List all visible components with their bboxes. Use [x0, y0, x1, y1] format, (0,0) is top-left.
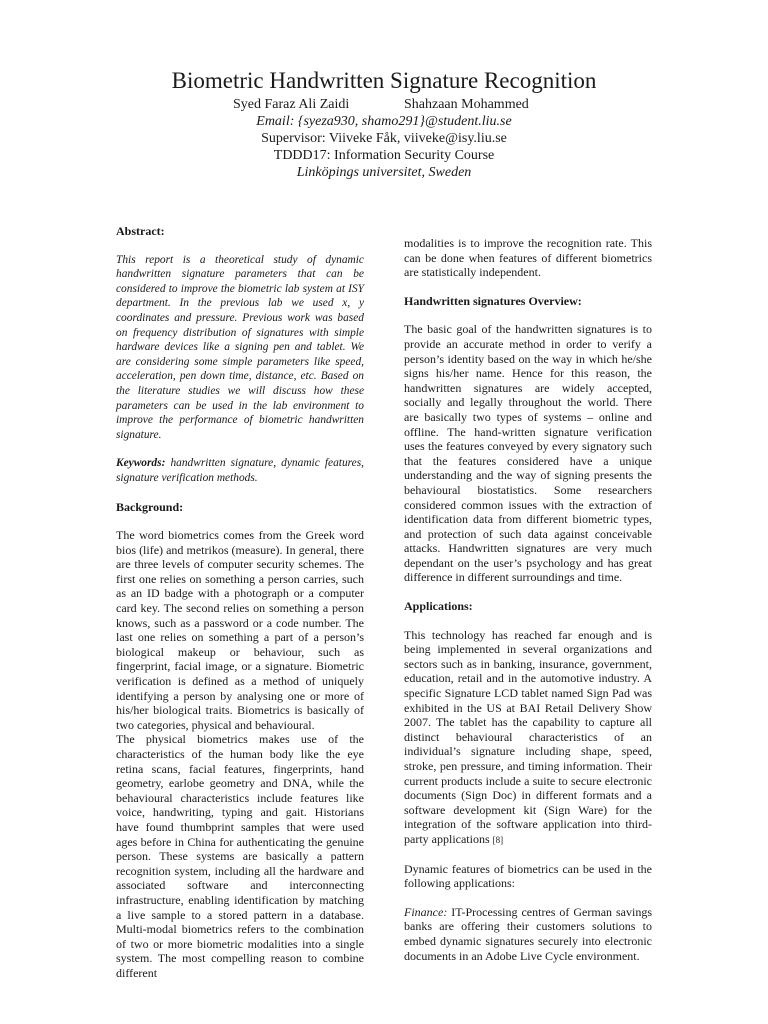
- finance-text: IT-Processing centres of German savings banks are offering their customers solutions to embed dynamic signatures securely into electronic documents in an Adobe Live Cycle environment.: [404, 904, 652, 963]
- author-1: Syed Faraz Ali Zaidi: [233, 97, 350, 112]
- overview-heading: Handwritten signatures Overview:: [404, 293, 582, 308]
- applications-heading: Applications:: [404, 599, 473, 614]
- background-heading: Background:: [116, 499, 184, 514]
- author-2: Shahzaan Mohammed: [404, 97, 529, 112]
- continuation-paragraph: modalities is to improve the recognition rate. This can be done when features of different biometrics are statistically independent.: [404, 236, 652, 280]
- keywords-label: Keywords:: [116, 457, 166, 470]
- keywords-paragraph: [116, 456, 364, 485]
- left-column: [116, 224, 364, 995]
- university-line: Linköpings universitet, Sweden: [296, 165, 472, 180]
- finance-paragraph: [404, 905, 652, 963]
- paper-header: [0, 66, 768, 181]
- background-paragraph-2: The physical biometrics makes use of the characteristics of the human body like the eye retina scans, facial features, fingerprints, hand geometry, earlobe geometry and DNA, while the behavioural characteristics include features like voice, handwriting, typing and gait. Historians have found thumbprint samples that were used ages before in China for authenticating the genuine person. These systems are basically a pattern recognition system, including all the hardware and associated software and interconnecting infrastructure, enabling identification by matching a live sample to a stored pattern in a database. Multi-modal biometrics refers to the combination of two or more biometric modalities into a single system. The most compelling reason to combine different: [116, 732, 364, 980]
- applications-paragraph-1: [404, 628, 652, 848]
- background-paragraph-1: The word biometrics comes from the Greek word bios (life) and metrikos (measure). In general, there are three levels of computer security schemes. The first one relies on something a person carries, such as an ID badge with a photograph or a computer card key. The second relies on something a person knows, such as a password or a code number. The last one relies on something a part of a person’s biological makeup or behaviour, such as fingerprint, facial image, or a signature. Biometric verification is defined as a method of uniquely identifying a person by analysing one or more of his/her biological traits. Biometrics is basically of two categories, physical and behavioural.: [116, 528, 364, 732]
- right-column: [404, 236, 652, 977]
- applications-paragraph-2: Dynamic features of biometrics can be used in the following applications:: [404, 861, 652, 891]
- supervisor-line: Supervisor: Viiveke Fåk, viiveke@isy.liu.se: [261, 131, 507, 146]
- reference-marker: [8]: [492, 834, 504, 845]
- paper-title: Biometric Handwritten Signature Recognition: [171, 68, 597, 93]
- authors-line: [0, 96, 768, 113]
- abstract-heading: Abstract:: [116, 224, 165, 238]
- finance-label: Finance:: [404, 904, 448, 919]
- abstract-text: This report is a theoretical study of dynamic handwritten signature parameters that can be considered to improve the biometric lab system at ISY department. In the previous lab we used x, y coordinates and pressure. Previous work was based on frequency distribution of signatures with simple hardware devices like a signing pen and tablet. We are considering some simple parameters like speed, acceleration, pen down time, distance, etc. Based on the literature studies we will discuss how these parameters can be used in the lab environment to improve the performance of biometric handwritten signature.: [116, 253, 364, 441]
- overview-paragraph: The basic goal of the handwritten signatures is to provide an accurate method in order to verify a person’s identity based on the way in which he/she signs his/her name. Hence for this reason, the handwritten signatures are widely accepted, socially and legally throughout the world. There are basically two types of systems – online and offline. The hand-written signature verification uses the features conveyed by every signatory such that the features considered have a unique understanding and the way of signing presents the behavioural biostatistics. Some researchers considered common issues with the extraction of identification data from different biometric types, and protection of such data against conceivable attacks. Handwritten signatures are very much dependant on the user’s psychology and has great difference in different surroundings and time.: [404, 322, 652, 585]
- keywords-text: handwritten signature, dynamic features, signature verification methods.: [116, 457, 364, 484]
- applications-text: This technology has reached far enough and is being implemented in several organizations and sectors such as in banking, insurance, government, education, retail and in the automotive industry. A specific Signature LCD tablet named Sign Pad was exhibited in the US at BAI Retail Delivery Show 2007. The tablet has the capability to capture all distinct behavioural characteristics of an individual’s signature including shape, speed, stroke, pen pressure, and timing information. Their current products include a suite to secure electronic documents (Sign Doc) in different formats and a software development kit (Sign Ware) for the integration of the software application into third-party applications: [404, 627, 652, 846]
- course-line: TDDD17: Information Security Course: [273, 148, 495, 163]
- author-email: Email: {syeza930, shamo291}@student.liu.se: [256, 114, 512, 129]
